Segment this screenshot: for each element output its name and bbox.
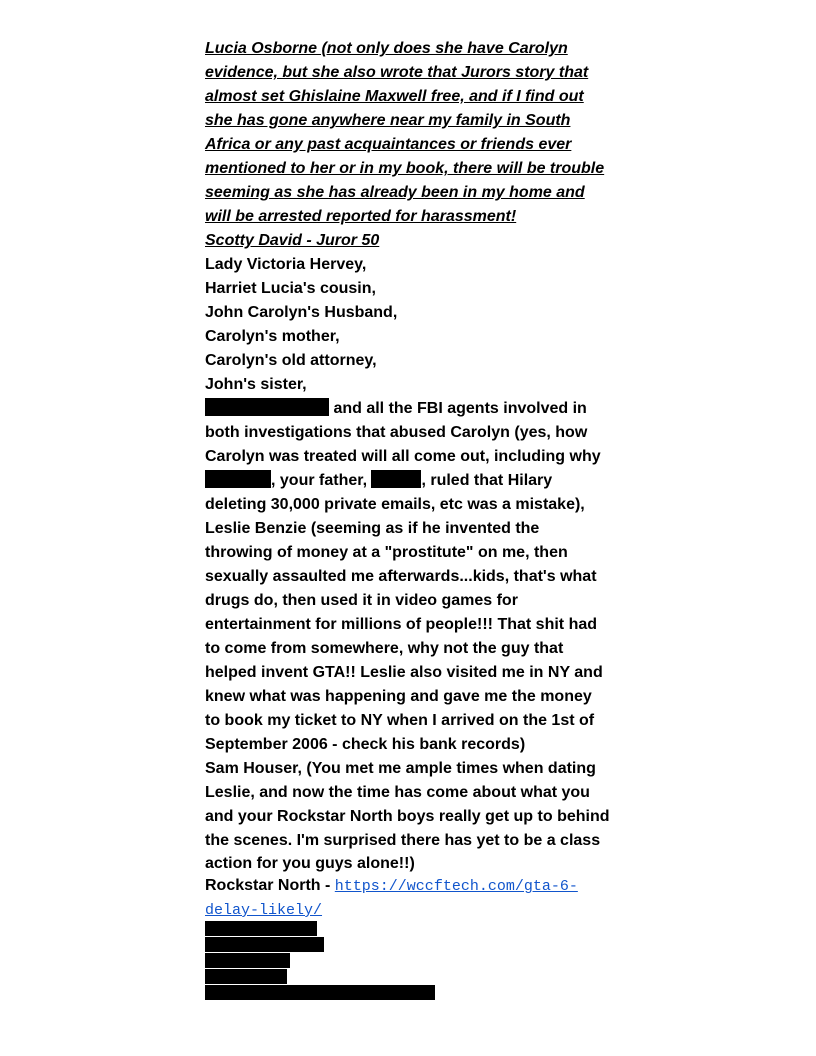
- intro-line: Lucia Osborne (not only does she have Carolyn: [205, 40, 568, 57]
- fbi-line: [205, 397, 615, 421]
- name-line: Carolyn's old attorney,: [205, 352, 377, 369]
- intro-line: evidence, but she also wrote that Jurors story that: [205, 64, 589, 81]
- name-line: John Carolyn's Husband,: [205, 304, 398, 321]
- rockstar-link[interactable]: delay-likely/: [205, 902, 323, 919]
- body-line: and your Rockstar North boys really get up to behind: [205, 808, 610, 825]
- body-line: sexually assaulted me afterwards...kids, that's what: [205, 568, 597, 585]
- body-line: drugs do, then used it in video games for: [205, 592, 518, 609]
- body-line: action for you guys alone!!): [205, 855, 415, 872]
- rockstar-label: Rockstar North -: [205, 877, 335, 894]
- fbi-line-text: , ruled that Hilary: [421, 472, 553, 489]
- rockstar-link[interactable]: https://wccftech.com/gta-6-: [334, 878, 578, 895]
- name-line: John's sister,: [205, 376, 307, 393]
- juror-line: Scotty David - Juror 50: [205, 232, 380, 249]
- fbi-line: Carolyn was treated will all come out, including why: [205, 448, 601, 465]
- body-line: to book my ticket to NY when I arrived on the 1st of: [205, 712, 595, 729]
- redaction-bar: [205, 470, 271, 488]
- body-line: Sam Houser, (You met me ample times when dating: [205, 760, 596, 777]
- body-line: Leslie Benzie (seeming as if he invented the: [205, 520, 540, 537]
- body-line: helped invent GTA!! Leslie also visited me in NY and: [205, 664, 603, 681]
- redaction-bar: [205, 921, 317, 936]
- fbi-line: [205, 469, 615, 493]
- redaction-bar: [205, 969, 287, 984]
- name-line: Harriet Lucia's cousin,: [205, 280, 376, 297]
- body-line: entertainment for millions of people!!! That shit had: [205, 616, 598, 633]
- redaction-bar: [205, 937, 324, 952]
- redaction-bar: [205, 953, 290, 968]
- text-column: [205, 37, 615, 922]
- intro-line: will be arrested reported for harassment!: [205, 208, 517, 225]
- body-line: to come from somewhere, why not the guy that: [205, 640, 564, 657]
- body-line: September 2006 - check his bank records): [205, 736, 526, 753]
- fbi-line-text: , your father,: [271, 472, 372, 489]
- redaction-bar: [205, 985, 435, 1000]
- intro-line: mentioned to her or in my book, there will be trouble: [205, 160, 605, 177]
- fbi-line: deleting 30,000 private emails, etc was a mistake),: [205, 496, 585, 513]
- body-line: Leslie, and now the time has come about what you: [205, 784, 590, 801]
- name-line: Carolyn's mother,: [205, 328, 340, 345]
- rockstar-line: [205, 874, 615, 898]
- intro-line: Africa or any past acquaintances or friends ever: [205, 136, 572, 153]
- name-line: Lady Victoria Hervey,: [205, 256, 367, 273]
- redaction-bar: [371, 470, 421, 488]
- rockstar-line: [205, 898, 615, 922]
- intro-line: almost set Ghislaine Maxwell free, and if I find out: [205, 88, 584, 105]
- body-line: knew what was happening and gave me the money: [205, 688, 592, 705]
- intro-line: she has gone anywhere near my family in South: [205, 112, 571, 129]
- redaction-bar: [205, 398, 329, 416]
- intro-line: seeming as she has already been in my home and: [205, 184, 585, 201]
- fbi-line-text: and all the FBI agents involved in: [329, 400, 587, 417]
- fbi-line: both investigations that abused Carolyn (yes, how: [205, 424, 588, 441]
- body-line: throwing of money at a "prostitute" on me, then: [205, 544, 568, 561]
- body-line: the scenes. I'm surprised there has yet to be a class: [205, 832, 601, 849]
